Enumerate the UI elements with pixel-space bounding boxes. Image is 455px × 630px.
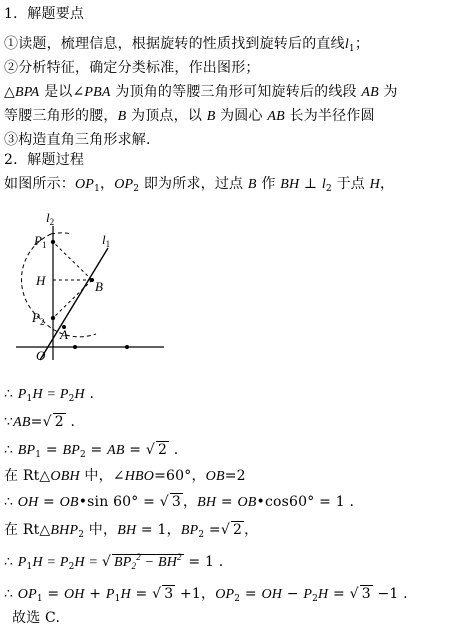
circle-arc-top [51,233,72,234]
section2-title: 2．解题过程 [4,152,85,168]
geometry-figure [12,210,172,370]
step-6: 在 $Rt\triangle BHP_2$ 中，BH = 1，$BP_2$ =√ 2 ， [4,522,259,540]
point-3-line2: 等腰三角形的腰，B 为顶点，以 B 为圆心 AB 长为半径作圆 [4,108,375,124]
segment-BP2 [53,280,92,318]
point-3-line1: △BPA 是以∠PBA 为顶角的等腰三角形可知旋转后的线段 AB 为 [4,84,398,100]
step-8: ∴ $OP_1$ = OH + $P_1H$ = √ 3 +1，$OP_2$ = OH − $P_2H$ = √ 3 −1 . [4,586,408,604]
point-4: ③构造直角三角形求解. [4,132,151,148]
point-P1 [51,240,55,244]
line-l1 [40,248,108,360]
label-A: A [60,327,68,342]
section1-title: 1．解题要点 [4,6,85,22]
point-x1 [73,345,77,349]
step-1: ∴ $P_1H = P_2H$ . [4,386,95,404]
point-B [90,278,94,282]
label-P2: $P_2$ [32,310,45,327]
label-P1: $P_1$ [34,233,47,250]
label-H: H [36,273,46,288]
step-2: ∵AB=√ 2 . [4,414,76,430]
step-3: ∴ $BP_1 = BP_2$ = AB = √ 2 . [4,442,179,460]
label-O: O [36,348,46,363]
step-7: ∴ $P_1H = P_2H$ = √ $BP_2^2 - BH^2 = 1$ . [4,552,224,572]
label-B: B [95,279,103,294]
step-4: 在 Rt△OBH 中，∠HBO=60°，OB=2 [4,468,246,484]
segment-BP1 [53,242,92,280]
point-P2 [51,316,55,320]
point-1: ①读题，梳理信息，根据旋转的性质找到旋转后的直线$l_1$； [4,36,370,54]
label-l1: $l_1$ [102,232,111,249]
point-x2 [125,345,129,349]
answer: 故选 C. [12,610,61,626]
solution-intro: 如图所示：$OP_1$，$OP_2$ 即为所求，过点 B 作 BH ⊥ $l_2$ 于点 H， [4,176,395,194]
label-l2: $l_2$ [46,210,55,227]
point-2: ②分析特征，确定分类标准，作出图形； [4,60,260,76]
step-5: ∴ OH = OB•sin 60° = √ 3 ，BH = OB•cos60° = 1 . [4,494,355,510]
